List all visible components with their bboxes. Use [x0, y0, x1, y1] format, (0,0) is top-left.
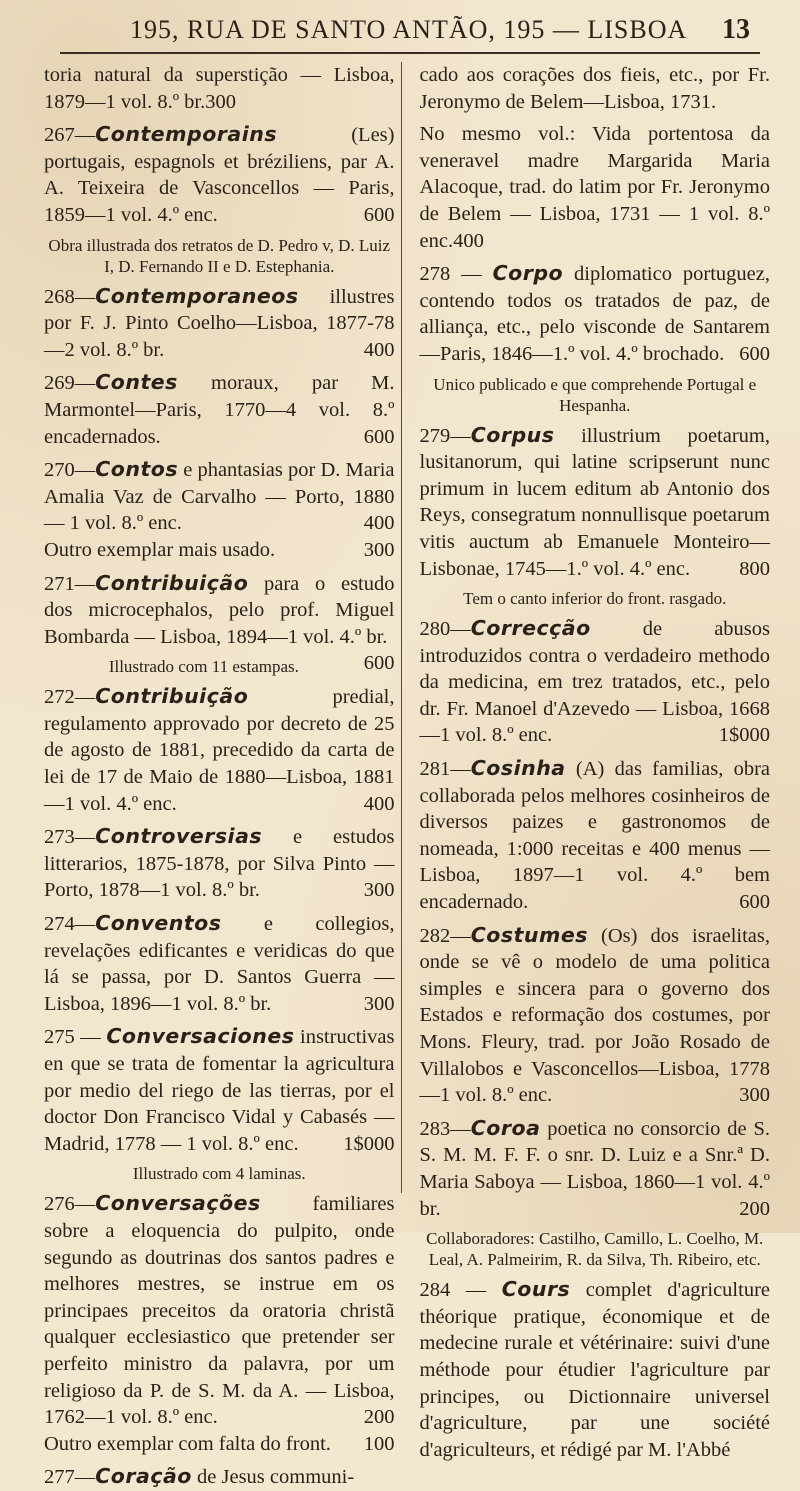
text-columns [44, 62, 770, 1489]
entry-heading: Controversias [95, 824, 263, 849]
entry-heading: Correcção [470, 616, 591, 641]
entry-price: 200 [363, 1406, 395, 1429]
entry-279: 279—Corpus illustrium poetarum, lusitanorum, qui latine scripserunt nunc primum in lucem editum ab Antonio dos Reys, consegratum nonnullisque poetarum vitis auctum ab Emanuele Monteiro—Lisbonae, 1745—1.º vol. 4.º enc. 800 [420, 422, 771, 583]
entry-price: 300 [739, 1084, 770, 1107]
entry-price: 600 [739, 891, 770, 914]
entry-note: Tem o canto inferior do front. rasgado. [463, 589, 727, 609]
entry-heading: Conventos [95, 911, 222, 936]
entry-heading: Coroa [470, 1115, 541, 1140]
entry-extra-price: 100 [363, 1432, 395, 1455]
entry-extra-price: 300 [363, 538, 395, 561]
entry-267: 267—Contemporains (Les) portugais, espagnols et bréziliens, par A. A. Teixeira de Vasconcellos — Paris, 1859—1 vol. 4.º enc. 600 [44, 121, 395, 228]
entry-price: 600 [363, 203, 395, 226]
page-number: 13 [722, 14, 750, 45]
entry-269: 269—Contes moraux, par M. Marmontel—Paris, 1770—4 vol. 8.º encadernados. 600 [44, 369, 395, 450]
entry-price: 600 [739, 342, 770, 365]
entry-note: Unico publicado e que comprehende Portugal e Hespanha. [433, 374, 757, 415]
entry-273: 273—Controversias e estudos litterarios, 1875-1878, por Silva Pinto — Porto, 1878—1 vol. 8.º br. 300 [44, 823, 395, 904]
entry-heading: Contemporaneos [95, 283, 299, 308]
entry-276: 276—Conversações familiares sobre a eloquencia do pulpito, onde segundo as doutrinas dos santos padres e melhores mestres, se instrue em os principaes preceitos da oratoria christã qualquer ecclesiastico que pretender ser perfeito ministro da palavra, por um religioso da P. de S. M. da A. — Lisboa, 1762—1 vol. 8.º enc. 200 Outro exemplar com falta do front. 100 [44, 1190, 395, 1457]
entry-heading: Costumes [470, 922, 588, 947]
entry-heading: Cours [501, 1277, 571, 1302]
entry-268: 268—Contemporaneos illustres por F. J. Pinto Coelho—Lisboa, 1877-78—2 vol. 8.º br. 400 [44, 283, 395, 364]
entry-275: 275 — Conversaciones instructivas en que se trata de fomentar la agricultura por medio del riego de las tierras, por el doctor Don Francisco Vidal y Cabasés — Madrid, 1778 — 1 vol. 8.º enc. 1$000 [44, 1023, 395, 1157]
entry-heading: Contes [95, 370, 178, 395]
entry-heading: Conversaciones [106, 1024, 295, 1049]
entry-price: 200 [739, 1197, 770, 1220]
entry-heading: Contribuição [95, 570, 249, 595]
page-header [60, 8, 760, 54]
entry-heading: Cosinha [470, 756, 566, 781]
left-column [44, 62, 402, 1489]
entry-283: 283—Coroa poetica no consorcio de S. S. M. M. F. F. o snr. D. Luiz e a Snr.ª D. Maria Saboya — Lisboa, 1860—1 vol. 4.º br. 200 [420, 1115, 771, 1222]
entry-note: Illustrado com 11 estampas. [108, 657, 299, 677]
entry-281: 281—Cosinha (A) das familias, obra collaborada pelos melhores cosinheiros de diversos paizes e gastronomos de nomeada, 1:000 receitas e 400 menus —Lisboa, 1897—1 vol. 4.º bem encadernado. 600 [420, 755, 771, 916]
entry-price: 800 [739, 557, 770, 580]
entry-278: 278 — Corpo diplomatico portuguez, contendo todos os tratados de paz, de alliança, etc., pelo visconde de Santarem—Paris, 1846—1.º vol. 4.º brochado. 600 [420, 260, 771, 367]
entry-280: 280—Correcção de abusos introduzidos contra o verdadeiro methodo da medicina, em trez tratados, etc., pelo dr. Fr. Manoel d'Azevedo — Lisboa, 1668—1 vol. 8.º enc. 1$000 [420, 615, 771, 749]
page-title: 195, RUA DE SANTO ANTÃO, 195 — LISBOA [130, 15, 688, 44]
entry-price: 400 [363, 338, 395, 361]
entry-price: 300 [205, 90, 236, 113]
entry-277: 277—Coração de Jesus communi- [44, 1464, 355, 1489]
entry-extra: Outro exemplar com falta do front. [44, 1432, 331, 1455]
entry-282: 282—Costumes (Os) dos israelitas, onde se vê o modelo de uma politica simples e sincera para o governo dos Estados e reformação dos costumes, por Mons. Fleury, trad. por João Rosado de Villalobos e Vasconcellos—Lisboa, 1778—1 vol. 8.º enc. 300 [420, 922, 771, 1109]
entry-price: 400 [453, 229, 484, 252]
entry-heading: Contribuição [95, 684, 249, 709]
entry-heading: Contos [95, 457, 179, 482]
entry-price: 600 [363, 425, 395, 448]
entry-note: Illustrado com 4 laminas. [132, 1164, 306, 1184]
entry-price: 400 [363, 792, 395, 815]
entry-heading: Coração [95, 1464, 192, 1489]
continued-entry: cado aos corações dos fieis, etc., por Fr. Jeronymo de Belem—Lisboa, 1731. [419, 64, 770, 113]
entry-271: 271—Contribuição para o estudo dos microcephalos, pelo prof. Miguel Bombarda — Lisboa, 1894—1 vol. 4.º br. 600 [44, 570, 395, 651]
entry-heading: Conversações [95, 1191, 261, 1216]
entry-note: Collaboradores: Castilho, Camillo, L. Coelho, M. Leal, A. Palmeirim, R. da Silva, Th. Ribeiro, etc. [426, 1229, 764, 1270]
entry-note: Obra illustrada dos retratos de D. Pedro v, D. Luiz I, D. Fernando II e D. Estephania. [48, 235, 391, 276]
right-column [419, 62, 771, 1461]
entry-price: 300 [363, 992, 395, 1015]
entry-price: 400 [363, 512, 395, 535]
entry-heading: Contemporains [95, 122, 278, 147]
entry-274: 274—Conventos e collegios, revelações edificantes e veridicas do que lá se passa, por D. Santos Guerra — Lisboa, 1896—1 vol. 8.º br. 300 [44, 910, 395, 1017]
entry-price: 300 [363, 879, 395, 902]
entry-270: 270—Contos e phantasias por D. Maria Amalia Vaz de Carvalho — Porto, 1880 — 1 vol. 8.º enc. 400 Outro exemplar mais usado. 300 [44, 456, 395, 563]
continued-entry: toria natural da superstição — Lisboa, 1879—1 vol. 8.º br.300 [44, 64, 395, 113]
continued-entry-note: No mesmo vol.: Vida portentosa da veneravel madre Margarida Maria Alacoque, trad. do latim por Fr. Jeronymo de Belem — Lisboa, 1731 — 1 vol. 8.º enc.400 [419, 123, 770, 252]
entry-extra: Outro exemplar mais usado. [44, 538, 276, 561]
entry-price: 1$000 [718, 724, 770, 747]
entry-price: 600 [363, 652, 395, 675]
entry-272: 272—Contribuição predial, regulamento approvado por decreto de 25 de agosto de 1881, precedido da carta de lei de 17 de Maio de 1880—Lisboa, 1881—1 vol. 4.º enc. 400 [44, 683, 395, 817]
entry-heading: Corpus [470, 422, 555, 447]
entry-price: 1$000 [343, 1132, 395, 1155]
entry-284: 284 — Cours complet d'agriculture théorique pratique, économique et de medecine rurale et vétérinaire: suivi d'une méthode pour étudier l'agriculture par principes, ou Dictionnaire universel d'agriculture, par une société d'agriculteurs, et rédigé par M. l'Abbé [419, 1277, 770, 1461]
entry-heading: Corpo [492, 261, 564, 286]
